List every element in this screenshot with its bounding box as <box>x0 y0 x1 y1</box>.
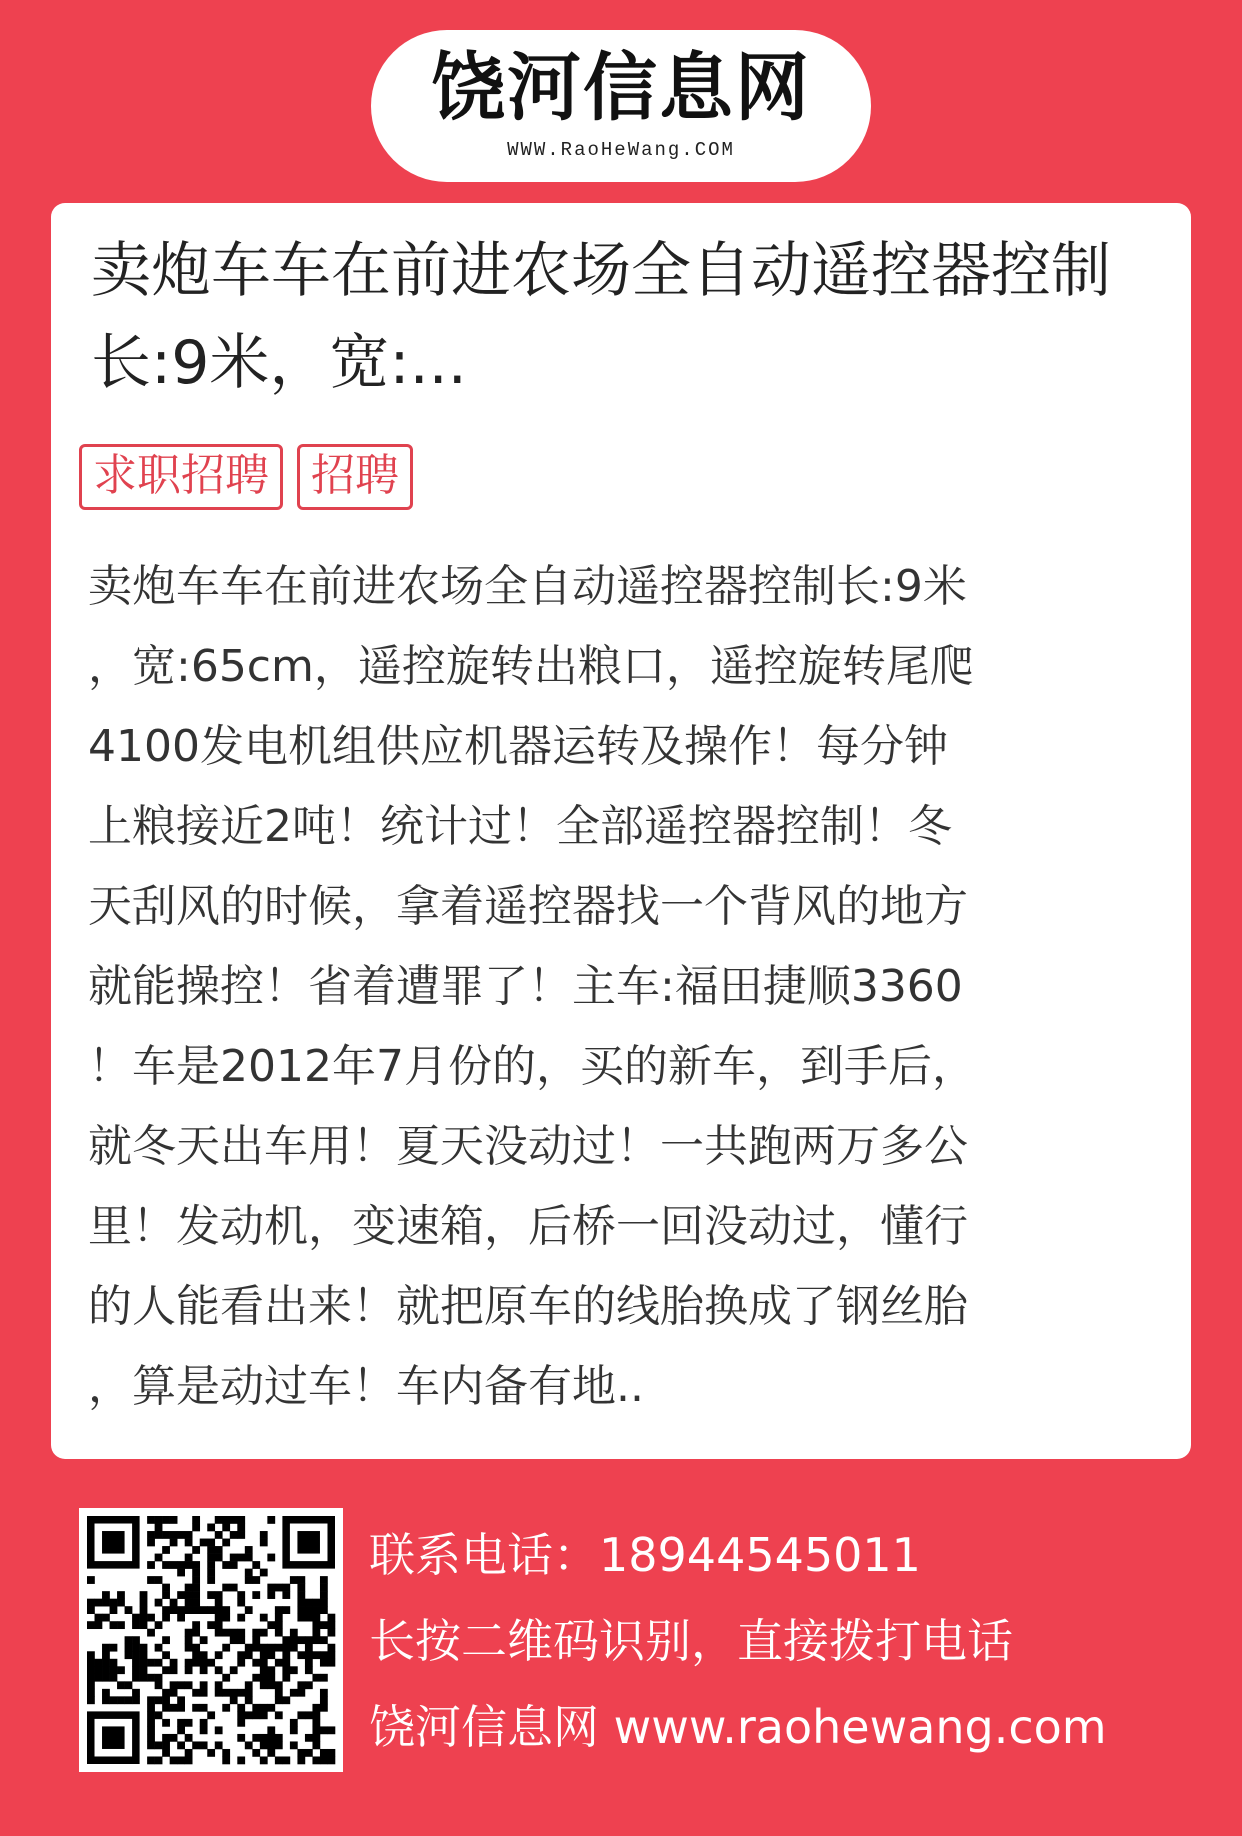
logo-text: 饶河信息网 <box>431 45 811 131</box>
post-description: 卖炮车车在前进农场全自动遥控器控制长:9米 ，宽:65cm，遥控旋转出粮口，遥控旋转尾爬 4100发电机组供应机器运转及操作！每分钟 上粮接近2吨！统计过！全部遥控器控制！冬 天刮风的时候，拿着遥控器找一个背风的地方 就能操控！省着遭罪了！主车:福田捷顺3360 ！车是2012年7月份的，买的新车，到手后， 就冬天出车用！夏天没动过！一共跑两万多公 里！发动机，变速箱，后桥一回没动过，懂行 的人能看出来！就把原车的线胎换成了钢丝胎 ，算是动过车！车内备有地.. <box>88 561 976 1412</box>
tag-subcategory[interactable]: 招聘 <box>297 444 413 510</box>
contact-phone[interactable]: 联系电话：18944545011 <box>369 1528 921 1582</box>
site-logo <box>371 30 871 182</box>
post-card <box>51 203 1191 1459</box>
post-title: 卖炮车车在前进农场全自动遥控器控制长:9米，宽:... <box>91 236 1111 398</box>
tag-list <box>79 444 413 510</box>
qr-hint: 长按二维码识别，直接拨打电话 <box>369 1614 1013 1668</box>
qr-code-image <box>79 1508 343 1772</box>
contact-info <box>369 1512 1107 1770</box>
qr-code[interactable] <box>79 1508 343 1772</box>
tag-category[interactable]: 求职招聘 <box>79 444 283 510</box>
logo-url: WWW.RaoHeWang.COM <box>507 139 735 161</box>
site-link[interactable]: 饶河信息网 www.raohewang.com <box>369 1700 1107 1754</box>
